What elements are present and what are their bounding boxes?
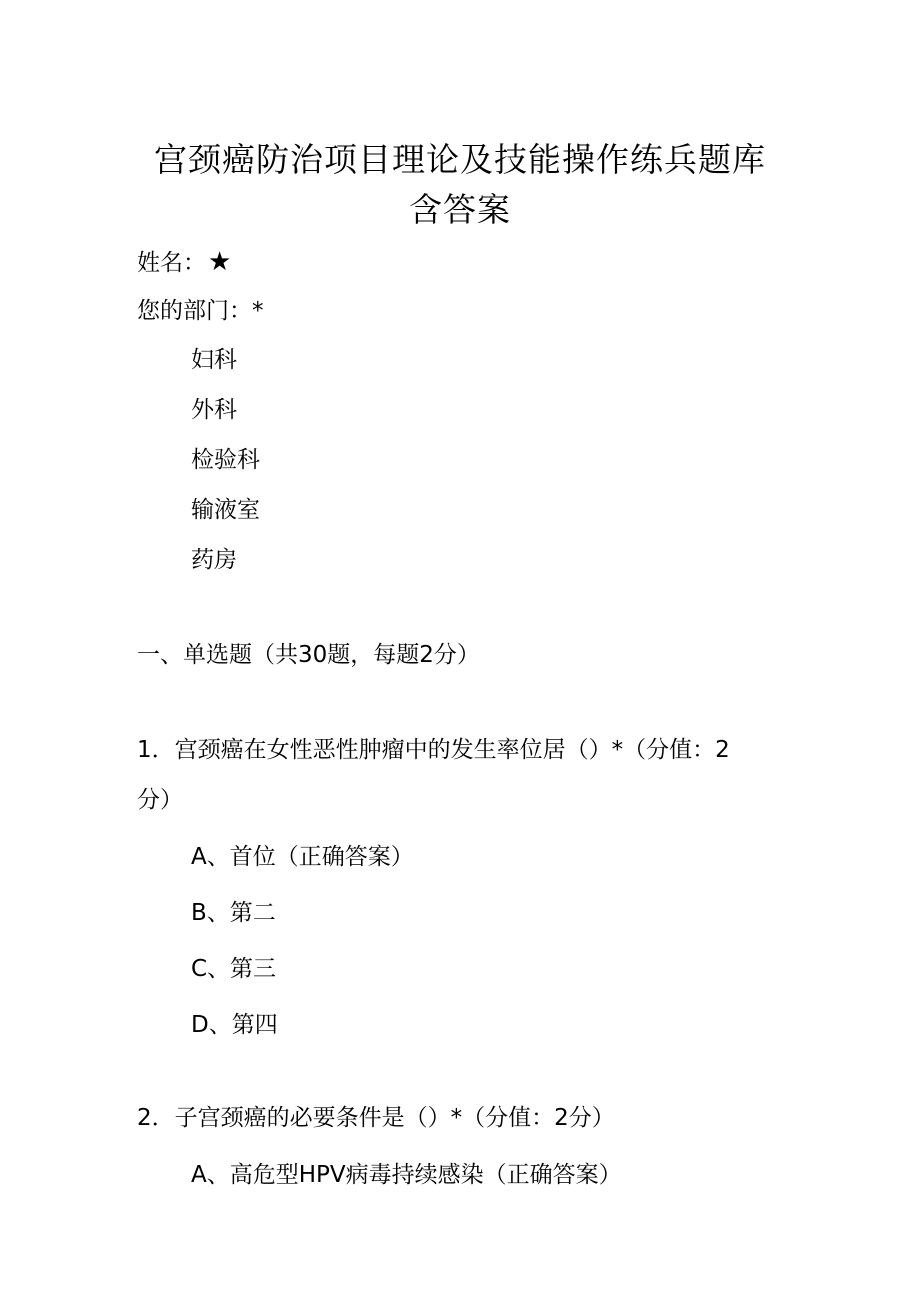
- answer-option[interactable]: D、第四: [191, 1012, 278, 1038]
- section-heading: 一、单选题（共30题，每题2分）: [137, 642, 480, 668]
- name-field[interactable]: [137, 247, 231, 278]
- answer-option[interactable]: B、第二: [191, 900, 276, 926]
- document-title-line2: 含答案: [409, 190, 511, 229]
- question-text: 2．子宫颈癌的必要条件是（）*（分值：2分）: [137, 1105, 615, 1131]
- answer-option[interactable]: A、首位（正确答案）: [191, 844, 414, 870]
- dept-option[interactable]: 外科: [191, 397, 237, 423]
- answer-option[interactable]: C、第三: [191, 956, 277, 982]
- dept-option[interactable]: 妇科: [191, 347, 237, 373]
- dept-option[interactable]: 检验科: [191, 447, 260, 473]
- star-icon: ★: [208, 247, 232, 277]
- dept-option[interactable]: 输液室: [191, 497, 260, 523]
- question-text-cont: 分）: [137, 787, 183, 813]
- question-text: 1．宫颈癌在女性恶性肿瘤中的发生率位居（）*（分值：2: [137, 737, 730, 763]
- dept-label: 您的部门：*: [137, 298, 264, 324]
- name-label: 姓名：: [137, 250, 206, 276]
- dept-option[interactable]: 药房: [191, 547, 237, 573]
- answer-option[interactable]: A、高危型HPV病毒持续感染（正确答案）: [191, 1162, 622, 1188]
- document-title: 宫颈癌防治项目理论及技能操作练兵题库: [154, 140, 766, 179]
